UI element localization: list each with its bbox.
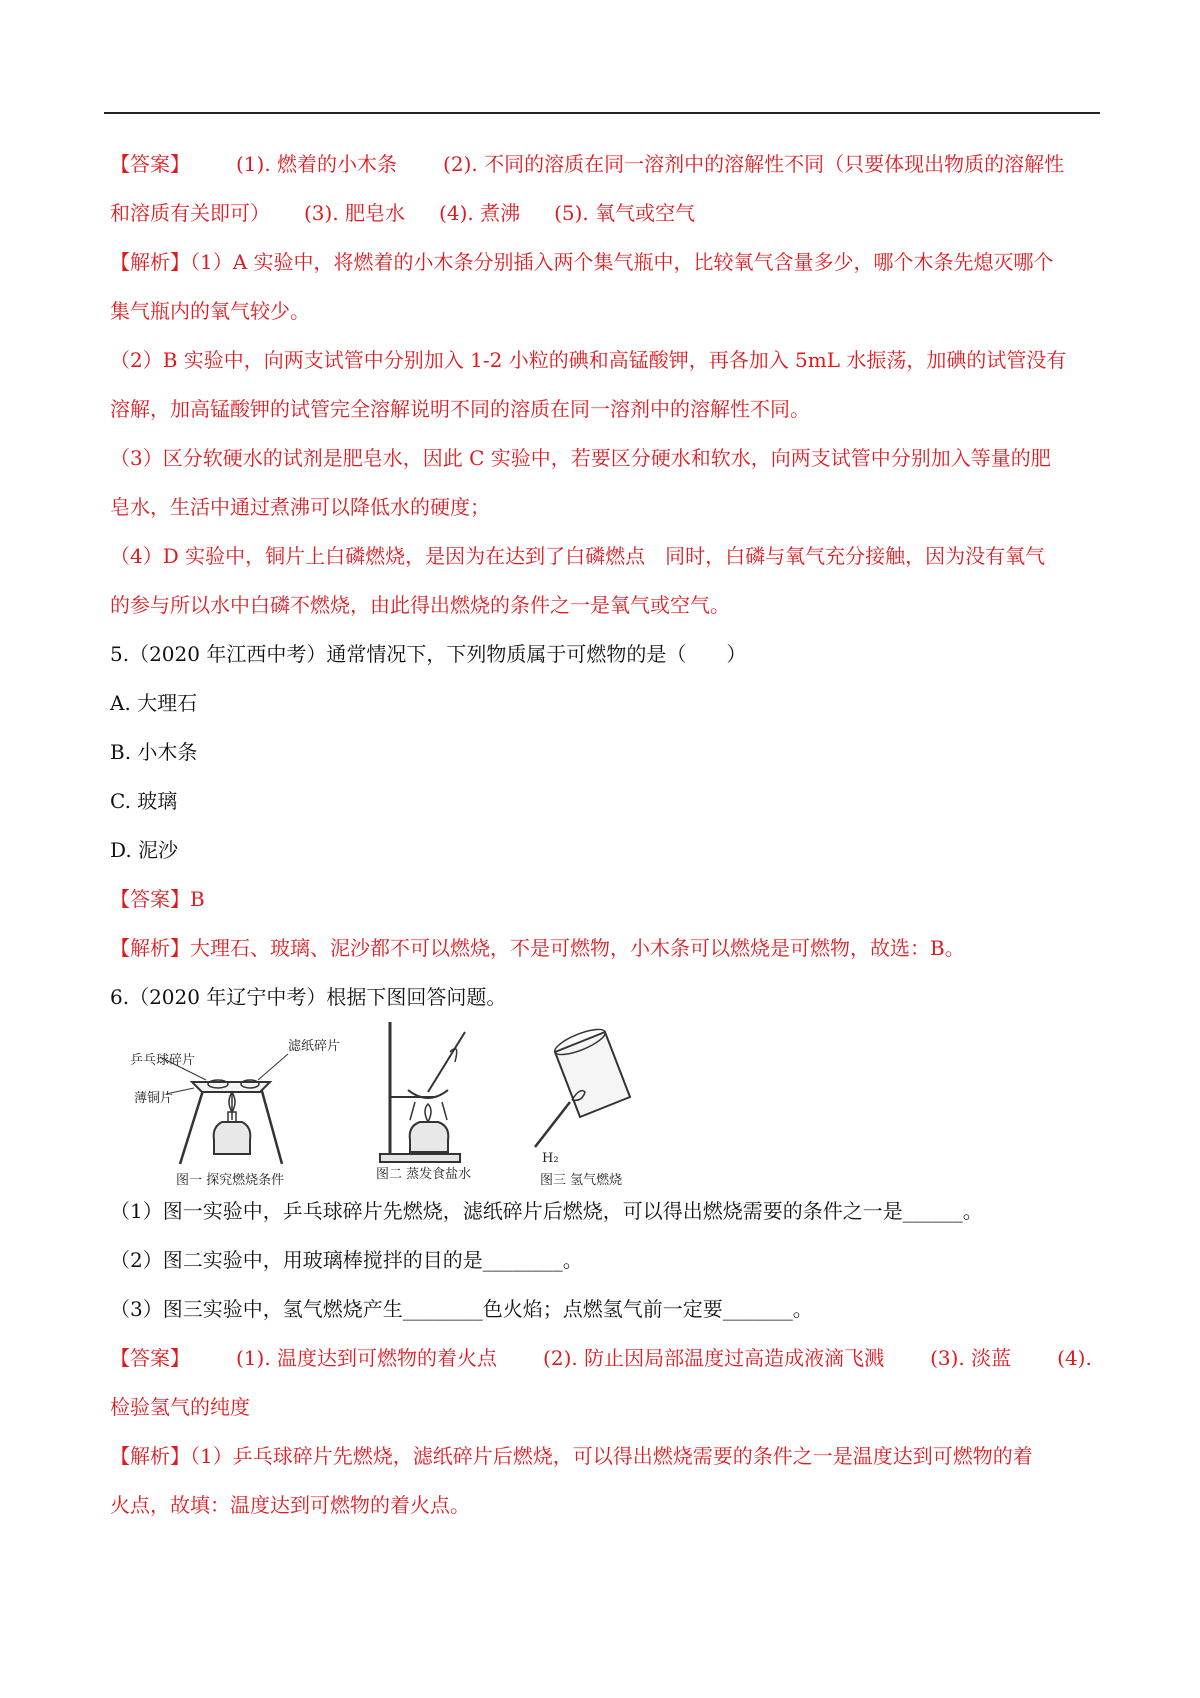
figure1-label-copper: 薄铜片 [134,1091,174,1106]
q6-answer-item-1: (1). 温度达到可燃物的着火点 [236,1346,498,1370]
q5-analysis-tag: 【解析】 [110,936,190,960]
q5-option-b: B. 小木条 [110,740,198,764]
q5-option-a: A. 大理石 [110,691,198,715]
q5-stem: 5.（2020 年江西中考）通常情况下，下列物质属于可燃物的是（ ） [110,642,747,666]
q4-analysis-line-7: （4）D 实验中，铜片上白磷燃烧，是因为在达到了白磷燃点 同时，白磷与氧气充分接触，因为没有氧气 [110,544,1046,568]
header-rule [104,112,1100,114]
q4-answer-item-2: (2). 不同的溶质在同一溶剂中的溶解性不同（只要体现出物质的溶解性 [443,152,1065,176]
q6-figure-illustration [110,1022,730,1187]
q4-analysis-line-4: 溶解，加高锰酸钾的试管完全溶解说明不同的溶质在同一溶剂中的溶解性不同。 [110,397,810,421]
q4-answer-item-4: (4). 煮沸 [439,201,521,225]
figure3-apparatus [535,1024,630,1147]
figure3-label-h2: H₂ [542,1151,559,1166]
q5-answer [110,875,1105,924]
figure2-apparatus [380,1022,465,1162]
q6-answer-tag: 【答案】 [110,1346,190,1370]
q4-answer-item-3: (3). 肥皂水 [304,201,406,225]
q4-analysis-line-8: 的参与所以水中白磷不燃烧，由此得出燃烧的条件之一是氧气或空气。 [110,593,730,617]
q5-option-d: D. 泥沙 [110,838,179,862]
q6-subquestion-2: （2）图二实验中，用玻璃棒搅拌的目的是________。 [110,1248,583,1272]
q4-analysis-tag: 【解析】 [110,250,190,274]
q6-answer-line-2: 检验氢气的纯度 [110,1395,250,1419]
q4-analysis-line-1: 【解析】（1）A 实验中，将燃着的小木条分别插入两个集气瓶中，比较氧气含量多少，哪个木条先熄灭哪个 [110,250,1054,274]
q4-analysis-line-5: （3）区分软硬水的试剂是肥皂水，因此 C 实验中，若要区分硬水和软水，向两支试管中分别加入等量的肥 [110,446,1051,470]
figure1-apparatus [160,1054,288,1164]
q5-answer-tag: 【答案】 [110,887,190,911]
document-body [110,140,1105,1530]
q4-answer-line-2 [110,189,1105,238]
q6-subquestion-1: （1）图一实验中，乒乓球碎片先燃烧，滤纸碎片后燃烧，可以得出燃烧需要的条件之一是______。 [110,1199,983,1223]
q6-analysis-line-2: 火点，故填：温度达到可燃物的着火点。 [110,1493,470,1517]
q5-answer-value: B [190,887,205,911]
q6-stem: 6.（2020 年辽宁中考）根据下图回答问题。 [110,985,507,1009]
q6-answer-item-2: (2). 防止因局部温度过高造成液滴飞溅 [543,1346,885,1370]
q4-analysis-line-6: 皂水，生活中通过煮沸可以降低水的硬度； [110,495,490,519]
q6-answer-line-1 [110,1334,1105,1383]
figure3-caption: 图三 氢气燃烧 [540,1173,623,1187]
q6-answer-item-3: (3). 淡蓝 [930,1346,1012,1370]
q5-analysis: 【解析】大理石、玻璃、泥沙都不可以燃烧，不是可燃物，小木条可以燃烧是可燃物，故选：B。 [110,936,965,960]
q6-analysis-line-1: 【解析】（1）乒乓球碎片先燃烧，滤纸碎片后燃烧，可以得出燃烧需要的条件之一是温度达到可燃物的着 [110,1444,1033,1468]
q6-answer-item-4: (4). [1057,1346,1092,1370]
q4-answer-item-2-cont: 和溶质有关即可） [110,201,270,225]
figure1-caption: 图一 探究燃烧条件 [176,1173,285,1187]
q6-subquestion-3: （3）图三实验中，氢气燃烧产生________色火焰；点燃氢气前一定要_______。 [110,1297,813,1321]
q4-analysis-line-2: 集气瓶内的氧气较少。 [110,299,310,323]
q4-analysis-line-3: （2）B 实验中，向两支试管中分别加入 1-2 小粒的碘和高锰酸钾，再各加入 5mL 水振荡，加碘的试管没有 [110,348,1067,372]
q4-answer-item-5: (5). 氧气或空气 [554,201,696,225]
q6-figures [110,1022,1105,1187]
q4-answer-tag: 【答案】 [110,152,190,176]
figure1-label-filter: 滤纸碎片 [288,1039,341,1054]
q4-answer-item-1: (1). 燃着的小木条 [236,152,398,176]
q5-option-c: C. 玻璃 [110,789,178,813]
figure1-label-pingpong: 乒乓球碎片 [130,1053,196,1068]
q6-analysis-tag: 【解析】 [110,1444,190,1468]
figure2-caption: 图二 蒸发食盐水 [376,1167,472,1182]
q4-answer-line-1 [110,140,1105,189]
